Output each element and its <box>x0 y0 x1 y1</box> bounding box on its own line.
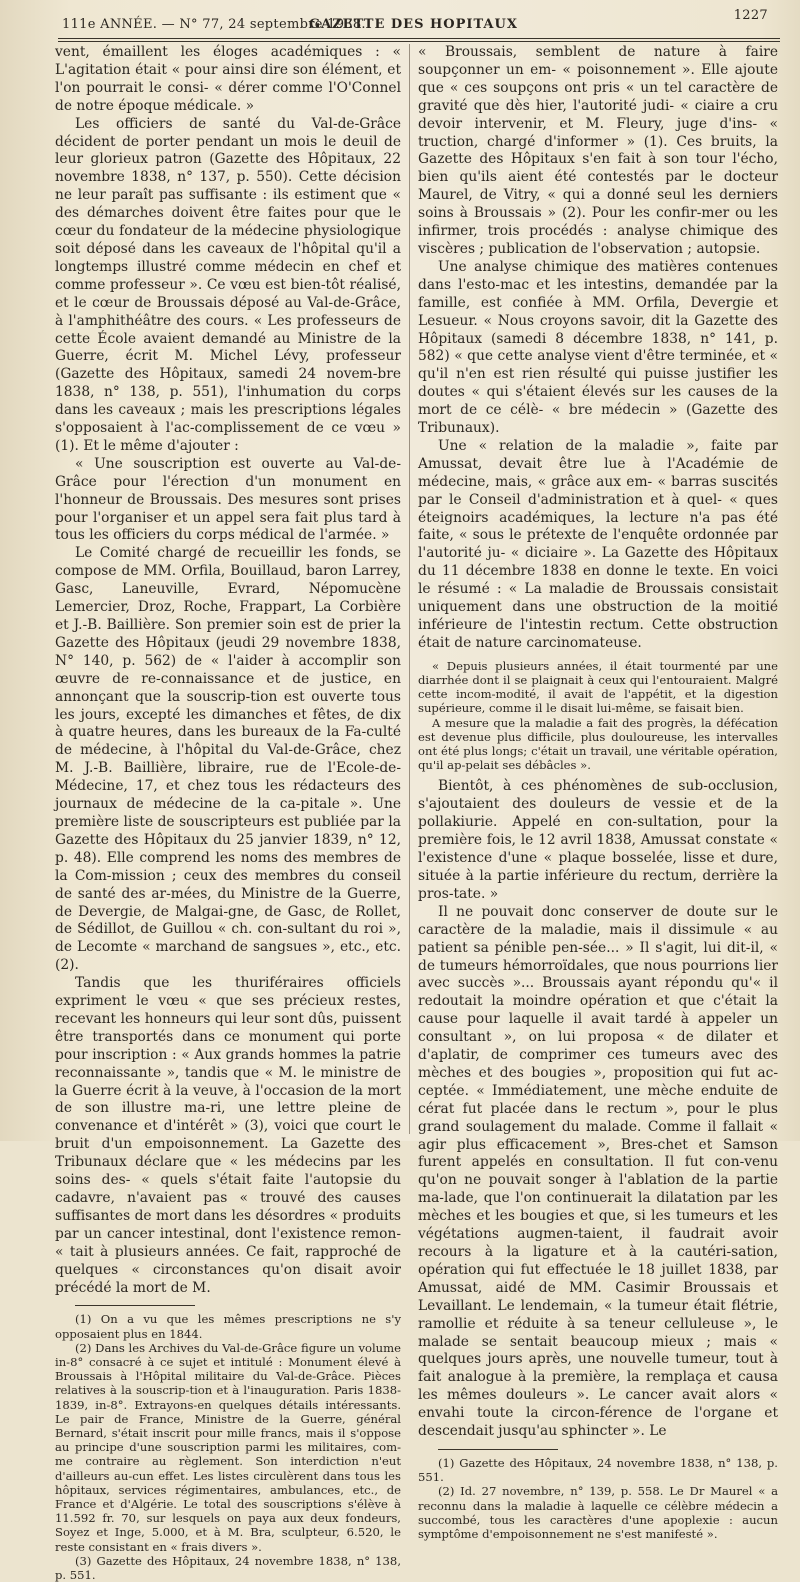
paragraph: « Broussais, semblent de nature à faire soupçonner un em- « poisonnement ». Elle ajoute que « ces soupçons ont pris « un tel caractère de gravité que dès hier, l'autorité judi- « ciaire a cru devoir intervenir, et M. Fleury, juge d'ins- « truction, chargé d'informer » (1). Ces bruits, la Gazette des Hôpitaux s'en fait à son tour l'écho, bien qu'ils aient été contestés par le docteur Maurel, de Vitry, « qui a donné seul les derniers soins à Broussais » (2). Pour les confir-mer ou les infirmer, trois procédés : analyse chimique des viscères ; publication de l'observation ; autopsie. <box>418 44 778 257</box>
block-quote <box>418 659 778 773</box>
paragraph: Une « relation de la maladie », faite par Amussat, devait être lue à l'Académie de médecine, mais, « grâce aux em- « barras suscités par le Conseil d'administration et à quel- « ques éteignoirs académiques, la lecture n'a pas été faite, « sous le prétexte de l'enquête ordonnée par l'autorité ju- « diciaire ». La Gazette des Hôpitaux du 11 décembre 1838 en donne le texte. En voici le résumé : « La maladie de Broussais consistait uniquement dans une obstruction de la moitié inférieure de l'intestin rectum. Cette obstruction était de nature carcinomateuse. <box>418 437 778 651</box>
paragraph: « Une souscription est ouverte au Val-de-Grâce pour l'érection d'un monument en l'honneur de Broussais. Des mesures sont prises pour l'organiser et un appel sera fait plus tard à tous les officiers du corps médical de l'armée. » <box>55 455 401 544</box>
footnote: (2) Dans les Archives du Val-de-Grâce figure un volume in-8° consacré à ce sujet et intitulé : Monument élevé à Broussais à l'Hôpital militaire du Val-de-Grâce. Pièces relatives à la souscrip-tion et à l'inauguration. Paris 1838-1839, in-8°. Extrayons-en quelques détails intéressants. Le pair de France, Ministre de la Guerre, général Bernard, s'était inscrit pour mille francs, mais il s'oppose au principe d'une souscription parmi les militaires, com-me contraire au règlement. Son interdiction n'eut d'ailleurs au-cun effet. Les listes circulèrent dans tous les hôpitaux, services régimentaires, ambulances, etc., de France et d'Algérie. Le total des souscriptions s'élève à 11.592 fr. 70, sur lesquels on paya aux deux fondeurs, Soyez et Inge, 5.000, et à M. Bra, sculpteur, 6.520, le reste consistant en « frais divers ». <box>55 1340 401 1554</box>
paragraph: Les officiers de santé du Val-de-Grâce décident de porter pendant un mois le deuil de leur glorieux patron (Gazette des Hôpitaux, 22 novembre 1838, n° 137, p. 550). Cette décision ne leur paraît pas suffisante : ils estiment que « des démarches doivent être faites pour que le cœur du fondateur de la médecine physiologique soit déposé dans les caveaux de l'hôpital qu'il a longtemps illustré comme médecin en chef et comme professeur ». Ce vœu est bien-tôt réalisé, et le cœur de Broussais déposé au Val-de-Grâce, à l'amphithéâtre des cours. « Les professeurs de cette École avaient demandé au Ministre de la Guerre, écrit M. Michel Lévy, professeur (Gazette des Hôpitaux, samedi 24 novem-bre 1838, n° 138, p. 551), l'inhumation du corps dans les caveaux ; mais les prescriptions légales s'opposaient à l'ac-complissement de ce vœu » (1). Et le même d'ajouter : <box>55 115 401 454</box>
header-rule-double <box>58 41 780 42</box>
paragraph: Le Comité chargé de recueillir les fonds, se compose de MM. Orfila, Bouillaud, baron Larrey, Gasc, Laneuville, Evrard, Népomucène Lemercier, Droz, Roche, Frappart, La Corbière et J.-B. Baillière. Son premier soin est de prier la Gazette des Hôpitaux (jeudi 29 novembre 1838, N° 140, p. 562) de « l'aider à accomplir son œuvre de re-connaissance et de justice, en annonçant que la souscrip-tion est ouverte tous les jours, excepté les dimanches et fêtes, de dix à quatre heures, dans les bureaux de la Fa-culté de médecine, à l'hôpital du Val-de-Grâce, chez M. J.-B. Baillière, libraire, rue de l'Ecole-de-Médecine, 17, et chez tous les rédacteurs des journaux de médecine de la ca-pitale ». Une première liste de souscripteurs est publiée par la Gazette des Hôpitaux du 25 janvier 1839, n° 12, p. 48). Elle comprend les noms des membres de la Com-mission ; ceux des membres du conseil de santé des ar-mées, du Ministre de la Guerre, de Devergie, de Malgai-gne, de Gasc, de Rollet, de Sédillot, de Guillou « ch. con-sultant du roi », de Lecomte « marchand de sangsues », etc., etc. (2). <box>55 545 401 974</box>
column-divider <box>409 44 410 1134</box>
quote-paragraph: A mesure que la maladie a fait des progrès, la défécation est devenue plus difficile, plus douloureuse, les intervalles ont été plus longs; c'était un travail, une véritable opération, qu'il ap-pelait ses débâcles ». <box>418 715 778 773</box>
page-header <box>50 8 780 34</box>
page-number: 1227 <box>733 8 768 23</box>
footnote-rule <box>438 1449 558 1450</box>
quote-paragraph: « Depuis plusieurs années, il était tourmenté par une diarrhée dont il se plaignait à ceux qui l'entouraient. Malgré cette incom-modité, il avait de l'appétit, et la digestion supérieure, comme il le disait lui-même, se faisait bien. <box>418 658 778 716</box>
paragraph: Il ne pouvait donc conserver de doute sur le caractère de la maladie, mais il dissimule « au patient sa pénible pen-sée... » Il s'agit, lui dit-il, « de tumeurs hémorroïdales, que nous pourrions lier avec succès »... Broussais ayant répondu qu'« il redoutait la moindre opération et que c'était la cause pour laquelle il avait tardé à appeler un consultant », on lui proposa « de dilater et d'aplatir, de comprimer ces tumeurs avec des mèches et des bougies », proposition qui fut ac-ceptée. « Immédiatement, une mèche enduite de cérat fut placée dans le rectum », pour le plus grand soulagement du malade. Comme il fallait « agir plus efficacement », Bres-chet et Samson furent appelés en consultation. Il fut con-venu qu'on ne pouvait songer à l'ablation de la partie ma-lade, que l'on continuerait la dilatation par les mèches et les bougies et que, si les tumeurs et les végétations augmen-taient, il faudrait avoir recours à la ligature et à la cautéri-sation, opération qui fut effectuée le 18 juillet 1838, par Amussat, aidé de MM. Casimir Broussais et Levaillant. Le lendemain, « la tumeur était flétrie, ramollie et réduite à sa teneur celluleuse », le malade se sentait beaucoup mieux ; mais « quelques jours après, une nouvelle tumeur, tout à fait analogue à la première, la remplaça et causa les mêmes douleurs ». Le cancer avait alors « envahi toute la circon-férence de l'organe et descendait jusqu'au sphincter ». Le <box>418 903 778 1440</box>
footnote: (1) On a vu que les mêmes prescriptions ne s'y opposaient plus en 1844. <box>55 1312 401 1341</box>
footnote: (2) Id. 27 novembre, n° 139, p. 558. Le Dr Maurel « a reconnu dans la maladie à laquelle ce célèbre médecin a succombé, tous les caractères d'une apoplexie : aucun symptôme d'empoisonnement ne s'est manifesté ». <box>418 1484 778 1541</box>
paragraph: Tandis que les thuriféraires officiels expriment le vœu « que ses précieux restes, recevant les honneurs qui leur sont dûs, puissent être transportés dans ce monument qui porte pour inscription : « Aux grands hommes la patrie reconnaissante », tandis que « M. le ministre de la Guerre écrit à la veuve, à l'occasion de la mort de son illustre ma-ri, une lettre pleine de convenance et d'intérêt » (3), voici que court le bruit d'un empoisonnement. La Gazette des Tribunaux déclare que « les médecins par les soins des- « quels s'était faite l'autopsie du cadavre, n'avaient pas « trouvé des causes suffisantes de mort dans les désordres « produits par un cancer intestinal, dont l'existence remon- « tait à plusieurs années. Ce fait, rapproché de quelques « circonstances qu'on disait avoir précédé la mort de M. <box>55 975 401 1296</box>
issue-info: 111e ANNÉE. — N° 77, 24 septembre 1938. <box>62 17 366 32</box>
header-rule <box>58 38 780 39</box>
footnote: (1) Gazette des Hôpitaux, 24 novembre 1838, n° 138, p. 551. <box>418 1455 778 1485</box>
journal-title: GAZETTE DES HOPITAUX <box>309 17 518 32</box>
footnote-rule <box>75 1305 195 1306</box>
paragraph: Bientôt, à ces phénomènes de sub-occlusion, s'ajoutaient des douleurs de vessie et de la pollakiurie. Appelé en con-sultation, pour la première fois, le 12 avril 1838, Amussat constate « l'existence d'une « plaque bosselée, lisse et dure, située à la partie inférieure du rectum, derrière la pros-tate. » <box>418 778 778 902</box>
footnote: (3) Gazette des Hôpitaux, 24 novembre 1838, n° 138, p. 551. <box>55 1553 401 1582</box>
left-column <box>55 44 401 1582</box>
paragraph: vent, émaillent les éloges académiques : « L'agitation était « pour ainsi dire son élément, et l'on pourrait le consi- « dérer comme l'O'Connel de notre époque médicale. » <box>55 44 401 114</box>
right-column <box>418 44 778 1541</box>
paragraph: Une analyse chimique des matières contenues dans l'esto-mac et les intestins, demandée par la famille, est confiée à MM. Orfila, Devergie et Lesueur. « Nous croyons savoir, dit la Gazette des Hôpitaux (samedi 8 décembre 1838, n° 141, p. 582) « que cette analyse vient d'être terminée, et « qu'il n'en est rien résulté qui puisse justifier les doutes « qui s'étaient élevés sur les causes de la mort de ce célè- « bre médecin » (Gazette des Tribunaux). <box>418 258 778 437</box>
